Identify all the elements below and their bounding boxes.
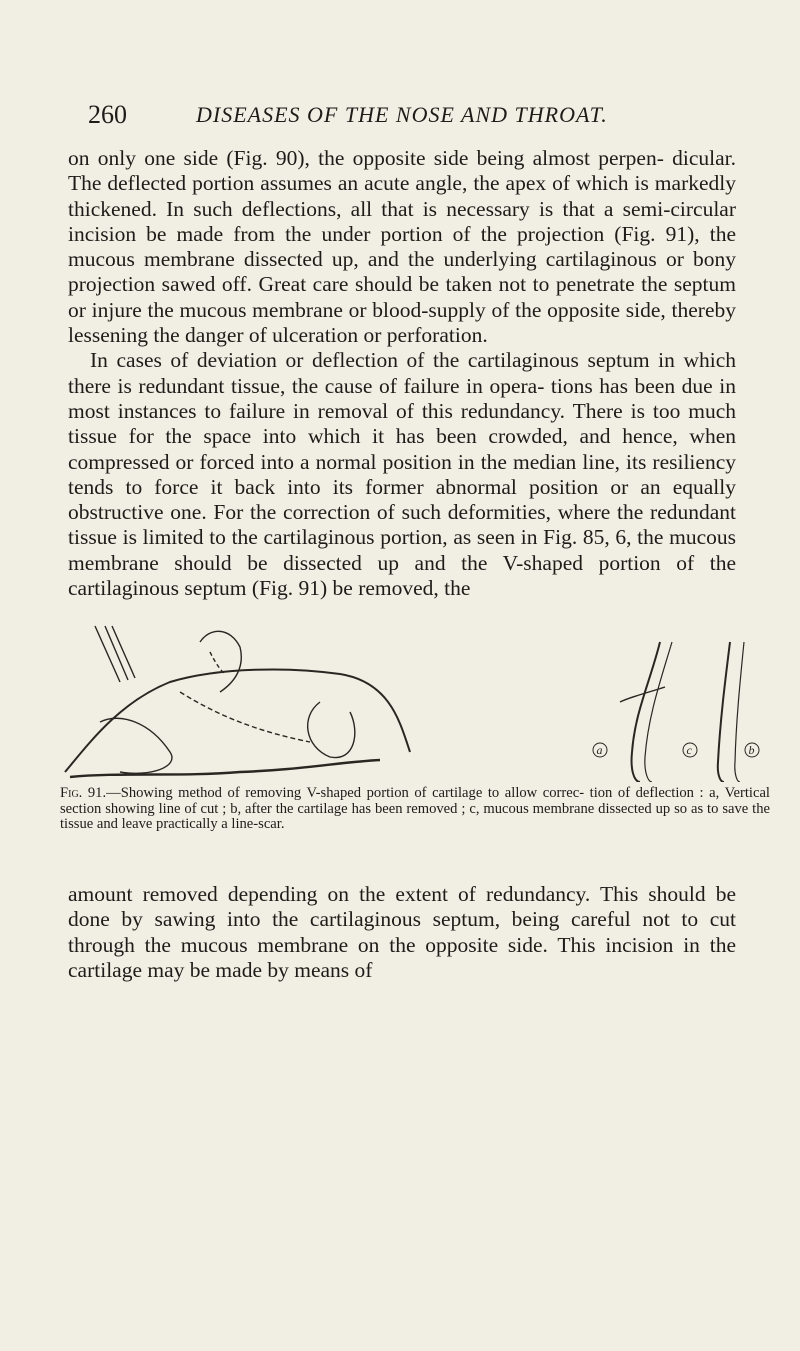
paragraph-2: In cases of deviation or deflection of the cartilaginous septum in which there is redundant tissue, the cause of failure in opera- tions has been due in most instances to failure in removal of this redundancy. There is too much tissue for the space into which it has been crowded, and hence, when compressed or forced into a normal position in the median line, its resiliency tends to force it back into its former abnormal position or an equally obstructive one. For the correction of such deformities, where the redundant tissue is limited to the cartilaginous portion, as seen in Fig. 85, 6, the mucous membrane should be dissected up and the V-shaped portion of the cartilaginous septum (Fig. 91) be removed, the: [68, 348, 736, 601]
body-text-top: [68, 146, 736, 601]
label-a: a: [596, 743, 603, 757]
paragraph-1: on only one side (Fig. 90), the opposite side being almost perpen- dicular. The deflected portion assumes an acute angle, the apex of which is markedly thickened. In such deflections, all that is necessary is that a semi-circular incision be made from the under portion of the projection (Fig. 91), the mucous membrane dissected up, and the underlying cartilaginous or bony projection sawed off. Great care should be taken not to penetrate the septum or injure the mucous membrane or blood-supply of the opposite side, thereby lessening the danger of ulceration or perforation.: [68, 146, 736, 348]
running-header: [88, 100, 728, 132]
septum-diagram: [60, 622, 760, 782]
figure-91-illustration: [60, 622, 760, 782]
page-number: 260: [88, 100, 127, 129]
body-text-bottom: [68, 882, 736, 983]
paragraph-3: amount removed depending on the extent of redundancy. This should be done by sawing into the cartilaginous septum, being careful not to cut through the mucous membrane on the opposite side. This incision in the cartilage may be made by means of: [68, 882, 736, 982]
septum-cross-section-drawing: [65, 626, 410, 777]
label-c: c: [686, 743, 692, 757]
vertical-section-a: [620, 642, 672, 782]
figure-caption: [60, 786, 770, 833]
running-title: DISEASES OF THE NOSE AND THROAT.: [196, 102, 608, 127]
label-b: b: [748, 743, 755, 757]
caption-text: —Showing method of removing V-shaped portion of cartilage to allow correc- tion of deflection : a, Vertical section showing line of cut ; b, after the cartilage has been removed ; c, mucous membrane dissected up so as to save the tissue and leave practically a line-scar.: [60, 785, 770, 832]
caption-label: Fig. 91.: [60, 785, 107, 801]
vertical-section-b: [718, 642, 744, 782]
